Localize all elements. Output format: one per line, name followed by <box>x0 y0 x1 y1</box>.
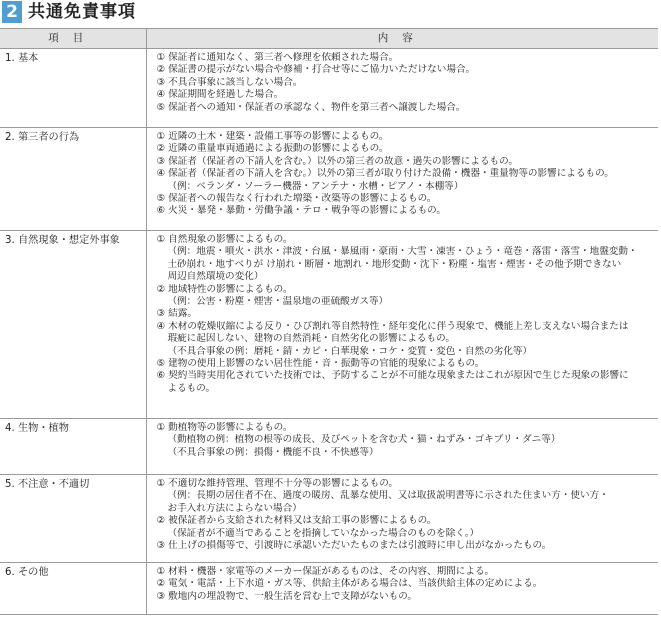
content-line: （例：公害・粉塵・煙害・温泉地の亜硫酸ガス等） <box>167 296 389 308</box>
content-line: お手入れ方法によらない場合） <box>167 502 302 514</box>
header-item: 項目 <box>0 29 146 49</box>
content-line: （不具合事象の例：損傷・機能不良・不快感等） <box>167 446 379 458</box>
row-category: 4. 生物・植物 <box>0 419 146 475</box>
content-line: （例：長期の居住者不在、過度の暖房、乱暴な使用、又は取扱説明書等に示された住まい方・使い方・ <box>167 490 609 502</box>
content-line: ③ 保証者（保証者の下請人を含む。）以外の第三者の故意・過失の影響によるもの。 <box>156 155 518 167</box>
content-line: （例：ベランダ・ソーラー機器・アンテナ・水槽・ピアノ・本棚等） <box>167 180 464 192</box>
content-line: （例：地震・噴火・洪水・津波・台風・暴風雨・豪雨・大雪・凍害・ひょう・竜巻・落雷・落雪・地盤変動・ <box>167 246 638 258</box>
content-line: ⑤ 建物の使用上影響のない居住性能・音・振動等の官能的現象によるもの。 <box>156 358 485 370</box>
row-category: 1. 基本 <box>0 49 146 128</box>
section-title: 共通免責事項 <box>28 2 136 22</box>
content-line: ② 被保証者から支給された材料又は支給工事の影響によるもの。 <box>156 515 437 527</box>
content-line: ② 地域特性の影響によるもの。 <box>156 283 293 295</box>
row-category: 3. 自然現象・想定外事象 <box>0 231 146 419</box>
row-content <box>146 563 658 615</box>
content-line: ① 不適切な維持管理、管理不十分等の影響によるもの。 <box>156 478 399 489</box>
section-title-bar <box>0 0 661 28</box>
content-line: （動植物の例：植物の根等の成長、及びペットを含む犬・猫・ねずみ・ゴキブリ・ダニ等） <box>167 434 561 446</box>
disclaimer-table <box>0 28 658 615</box>
table-row <box>0 49 658 128</box>
table-row <box>0 475 658 563</box>
content-line: ① 近隣の土木・建築・設備工事等の影響によるもの。 <box>156 131 389 142</box>
content-line: よるもの。 <box>167 382 216 394</box>
content-line: ⑥ 契約当時実用化されていた技術では、予防することが不可能な現象またはこれが原因で生じた現象の影響に <box>156 370 629 382</box>
row-content <box>146 128 658 231</box>
row-content <box>146 231 658 419</box>
row-content <box>146 49 658 128</box>
row-category: 5. 不注意・不適切 <box>0 475 146 563</box>
content-line: ③ 結露。 <box>156 308 197 320</box>
content-line: ① 材料・機器・家電等のメーカー保証があるものは、その内容、期間による。 <box>156 566 495 577</box>
content-line: 周辺自然環境の変化） <box>167 271 264 283</box>
table-row <box>0 563 658 615</box>
content-line: （保証者が不適当であることを指摘していなかった場合のものを除く。） <box>167 527 480 539</box>
header-content: 内容 <box>146 29 658 49</box>
content-line: ③ 不具合事象に該当しない場合。 <box>156 76 303 88</box>
content-line: ④ 保証者（保証者の下請人を含む。）以外の第三者が取り付けた設備・機器・重量物等の影響によるもの。 <box>156 168 614 180</box>
content-line: ③ 仕上げの損傷等で、引渡時に承認いただいたものまたは引渡時に申し出がなかったもの。 <box>156 540 552 552</box>
content-line: ① 保証者に通知なく、第三者へ修理を依頼された場合。 <box>156 52 399 63</box>
content-line: ⑥ 火災・暴発・暴動・労働争議・テロ・戦争等の影響によるもの。 <box>156 205 446 217</box>
content-line: ⑤ 保証者への報告なく行われた増築・改築等の影響によるもの。 <box>156 193 437 205</box>
row-content <box>146 419 658 475</box>
content-line: ② 保証書の提示がない場合や修補・打合せ等にご協力いただけない場合。 <box>156 64 476 76</box>
row-content <box>146 475 658 563</box>
content-line: ③ 敷地内の埋設物で、一般生活を営む上で支障がないもの。 <box>156 590 418 602</box>
content-line: ④ 保証期間を経過した場合。 <box>156 89 284 101</box>
table-row <box>0 419 658 475</box>
row-category: 6. その他 <box>0 563 146 615</box>
content-line: ① 動植物等の影響によるもの。 <box>156 422 293 433</box>
content-line: 土砂崩れ・地すべりが け崩れ・断層・地割れ・地形変動・沈下・粉塵・塩害・煙害・その他予期できない <box>167 258 622 270</box>
row-category: 2. 第三者の行為 <box>0 128 146 231</box>
table-row <box>0 128 658 231</box>
content-line: ⑤ 保証者への通知・保証者の承認なく、物件を第三者へ譲渡した場合。 <box>156 101 466 113</box>
content-line: ② 近隣の重量車両通過による振動の影響によるもの。 <box>156 143 389 155</box>
content-line: ① 自然現象の影響によるもの。 <box>156 234 293 245</box>
content-line: ② 電気・電話・上下水道・ガス等、供給主体がある場合は、当該供給主体の定めによる。 <box>156 578 543 590</box>
content-line: ④ 木材の乾燥収縮による反り・ひび割れ等自然特性・経年変化に伴う現象で、機能上差し支えない場合または <box>156 320 629 332</box>
section-number-badge: 2 <box>2 1 22 23</box>
table-row <box>0 231 658 419</box>
content-line: 瑕疵に起因しない、建物の自然消耗・自然劣化の影響によるもの。 <box>167 333 455 345</box>
table-header-row <box>0 29 658 49</box>
content-line: （不具合事象の例：磨耗・錆・カビ・白華現象・コケ・変質・変色・自然の劣化等） <box>167 345 533 357</box>
